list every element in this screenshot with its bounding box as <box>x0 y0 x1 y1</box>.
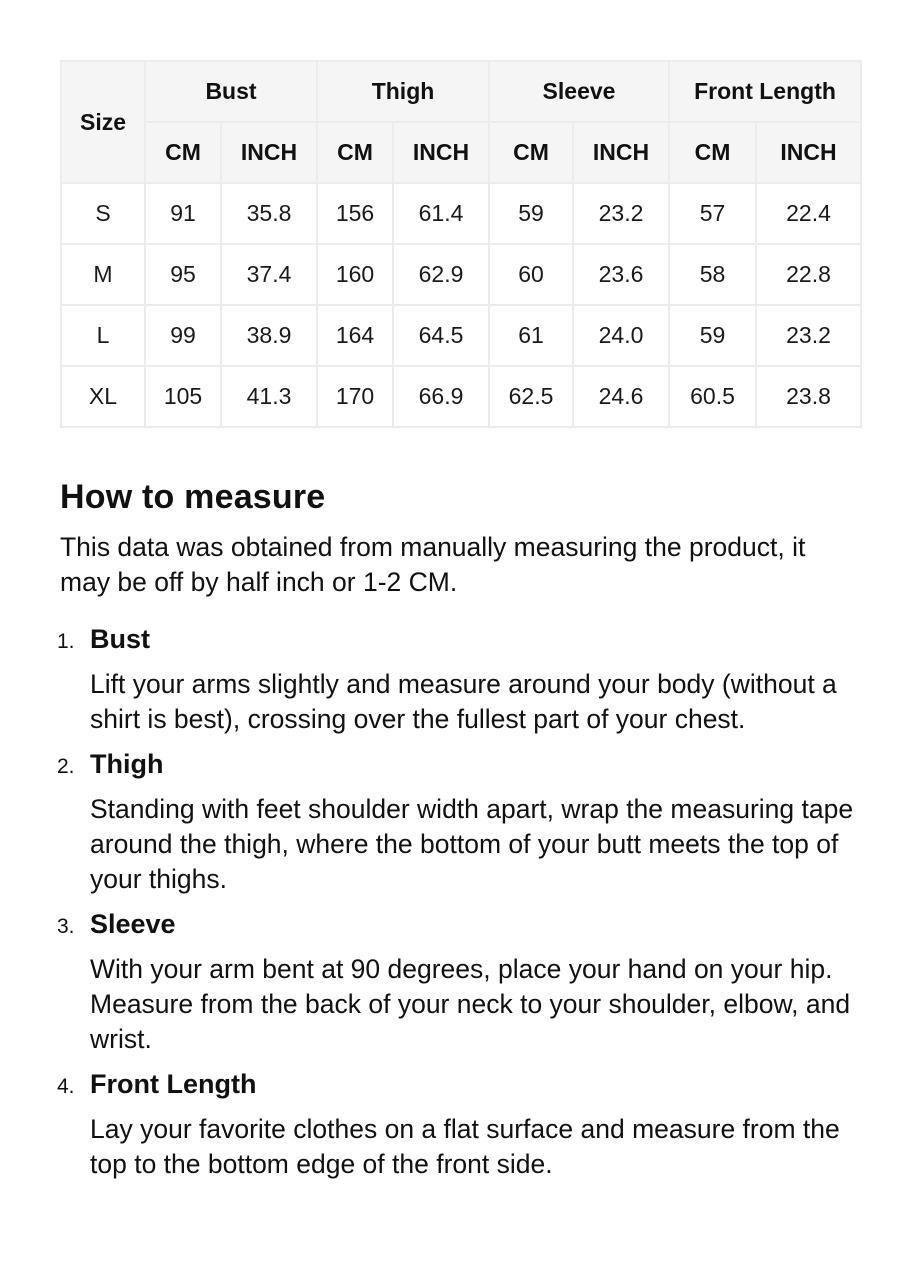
unit-header: CM <box>669 122 756 183</box>
size-cell: L <box>61 305 145 366</box>
table-cell: 23.2 <box>756 305 861 366</box>
table-cell: 62.9 <box>393 244 489 305</box>
size-cell: XL <box>61 366 145 427</box>
table-cell: 64.5 <box>393 305 489 366</box>
table-row <box>61 183 861 244</box>
table-cell: 62.5 <box>489 366 573 427</box>
size-column-header: Size <box>61 61 145 183</box>
unit-header: INCH <box>221 122 317 183</box>
step-description: Lay your favorite clothes on a flat surface and measure from the top to the bottom edge of the front side. <box>90 1114 840 1179</box>
group-header-thigh: Thigh <box>317 61 489 122</box>
table-cell: 59 <box>489 183 573 244</box>
table-cell: 23.6 <box>573 244 669 305</box>
table-cell: 22.8 <box>756 244 861 305</box>
table-cell: 60 <box>489 244 573 305</box>
table-row <box>61 305 861 366</box>
measure-steps-list <box>57 622 860 1192</box>
table-cell: 164 <box>317 305 393 366</box>
table-cell: 95 <box>145 244 221 305</box>
step-number: 1. <box>57 630 75 653</box>
group-header-front-length: Front Length <box>669 61 861 122</box>
list-item-front-length <box>57 1067 860 1182</box>
table-cell: 105 <box>145 366 221 427</box>
table-cell: 35.8 <box>221 183 317 244</box>
table-header-row-units <box>61 122 861 183</box>
step-title: Thigh <box>90 749 164 779</box>
measure-intro-text: This data was obtained from manually measuring the product, it may be off by half inch or 1-2 CM. <box>60 532 806 597</box>
unit-header: CM <box>489 122 573 183</box>
table-cell: 160 <box>317 244 393 305</box>
step-description: Standing with feet shoulder width apart, wrap the measuring tape around the thigh, where the bottom of your butt meets the top of your thighs. <box>90 794 854 894</box>
table-cell: 61 <box>489 305 573 366</box>
table-cell: 66.9 <box>393 366 489 427</box>
table-cell: 170 <box>317 366 393 427</box>
size-cell: M <box>61 244 145 305</box>
list-item-thigh <box>57 747 860 897</box>
table-cell: 24.6 <box>573 366 669 427</box>
step-number: 3. <box>57 915 75 938</box>
table-cell: 38.9 <box>221 305 317 366</box>
table-cell: 41.3 <box>221 366 317 427</box>
unit-header: INCH <box>756 122 861 183</box>
table-cell: 37.4 <box>221 244 317 305</box>
step-title: Front Length <box>90 1069 257 1099</box>
table-cell: 156 <box>317 183 393 244</box>
table-row <box>61 366 861 427</box>
unit-header: CM <box>145 122 221 183</box>
step-description: Lift your arms slightly and measure around your body (without a shirt is best), crossing over the fullest part of your chest. <box>90 669 837 734</box>
unit-header: CM <box>317 122 393 183</box>
table-row <box>61 244 861 305</box>
how-to-measure-heading: How to measure <box>60 478 326 516</box>
table-cell: 22.4 <box>756 183 861 244</box>
step-title: Bust <box>90 624 150 654</box>
table-cell: 58 <box>669 244 756 305</box>
list-item-bust <box>57 622 860 737</box>
group-header-bust: Bust <box>145 61 317 122</box>
step-title: Sleeve <box>90 909 176 939</box>
step-description: With your arm bent at 90 degrees, place your hand on your hip. Measure from the back of your neck to your shoulder, elbow, and wrist. <box>90 954 851 1054</box>
table-cell: 24.0 <box>573 305 669 366</box>
list-item-sleeve <box>57 907 860 1057</box>
table-cell: 23.2 <box>573 183 669 244</box>
table-cell: 91 <box>145 183 221 244</box>
size-cell: S <box>61 183 145 244</box>
size-guide <box>57 60 860 1179</box>
unit-header: INCH <box>393 122 489 183</box>
table-cell: 59 <box>669 305 756 366</box>
table-cell: 60.5 <box>669 366 756 427</box>
table-cell: 99 <box>145 305 221 366</box>
step-number: 2. <box>57 755 75 778</box>
group-header-sleeve: Sleeve <box>489 61 669 122</box>
unit-header: INCH <box>573 122 669 183</box>
table-cell: 61.4 <box>393 183 489 244</box>
table-cell: 23.8 <box>756 366 861 427</box>
step-number: 4. <box>57 1075 75 1098</box>
table-header-row-groups <box>61 61 861 122</box>
size-chart-table <box>60 60 862 428</box>
table-cell: 57 <box>669 183 756 244</box>
